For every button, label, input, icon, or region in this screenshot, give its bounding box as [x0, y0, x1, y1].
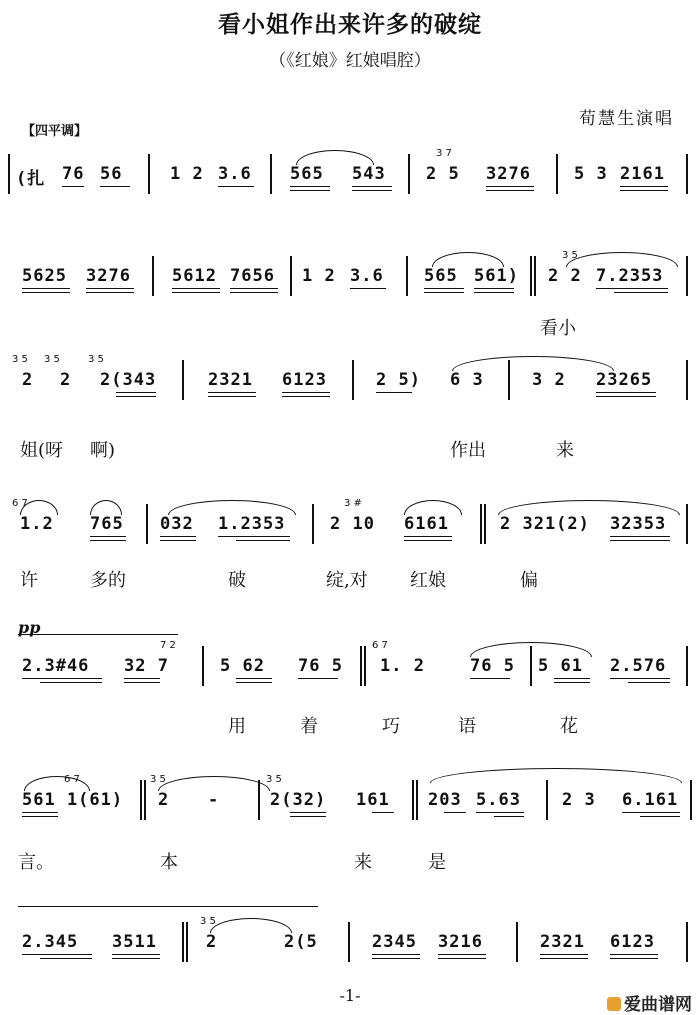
- note-group: 2: [22, 370, 34, 390]
- lyric: 本: [160, 852, 178, 873]
- note-group: 2(32): [270, 790, 327, 810]
- note-group: (扎: [16, 169, 46, 189]
- barline: [8, 154, 10, 194]
- note-group: 3276: [486, 164, 531, 184]
- note-group: 2: [158, 790, 170, 810]
- note-group: 765: [90, 514, 124, 534]
- note-group: 5.63: [476, 790, 521, 810]
- note-group: 2321: [208, 370, 253, 390]
- dynamics-mark: pp: [18, 618, 41, 637]
- note-group: 2.576: [610, 656, 667, 676]
- note-group: 561): [474, 266, 519, 286]
- note-group: 161: [356, 790, 390, 810]
- note-group: 7656: [230, 266, 275, 286]
- note-group: 561 1(61): [22, 790, 124, 810]
- note-group: 6.161: [622, 790, 679, 810]
- page-subtitle: （《红娘》红娘唱腔）: [269, 51, 431, 71]
- lyric: 许: [20, 570, 38, 591]
- page-number: -1-: [339, 986, 361, 1005]
- lyrics-row-3: [0, 436, 700, 464]
- lyric: 言。: [18, 852, 54, 873]
- note-group: 23265: [596, 370, 653, 390]
- score-row-4: 6 7 1.2 765 032 1.2353 3 # 2 10 6161 2 321(2) 32353: [0, 500, 700, 560]
- watermark-text: 爱曲谱网: [624, 995, 692, 1015]
- note-group: 6123: [610, 932, 655, 952]
- note-group: 2.345: [22, 932, 79, 952]
- note-group: 3 2: [532, 370, 566, 390]
- lyric: 来: [354, 852, 372, 873]
- lyric: 破: [228, 570, 246, 591]
- note-group: 3216: [438, 932, 483, 952]
- lyrics-row-2: [0, 314, 700, 342]
- lyric: 是: [428, 852, 446, 873]
- note-group: 6161: [404, 514, 449, 534]
- music-note-icon: [607, 997, 621, 1011]
- note-group: 5 61: [538, 656, 583, 676]
- note-group: 76: [62, 164, 85, 184]
- note-group: 2.3#46: [22, 656, 90, 676]
- lyric: 作出: [450, 440, 486, 461]
- note-group: 203: [428, 790, 462, 810]
- score-row-6: 6 7 561 1(61) 3 5 2 - 3 5 2(32) 161 203 5.63 2 3 6.161: [0, 776, 700, 836]
- lyric: 巧: [382, 716, 400, 737]
- site-watermark: [607, 990, 692, 1015]
- note-group: 56: [100, 164, 123, 184]
- note-group: 2 321(2): [500, 514, 590, 534]
- note-group: 2(343: [100, 370, 157, 390]
- score-row-7: 2.345 3511 3 5 2 2(5 2345 3216 2321 6123: [0, 918, 700, 978]
- note-group: 1 2: [170, 164, 204, 184]
- lyrics-row-4: [0, 566, 700, 594]
- note-group: 1. 2: [380, 656, 425, 676]
- note-group: 2321: [540, 932, 585, 952]
- lyric: 啊): [90, 440, 116, 461]
- lyric: 红娘: [410, 570, 446, 591]
- note-group: 032: [160, 514, 194, 534]
- note-group: 1 2: [302, 266, 336, 286]
- note-group: 565: [290, 164, 324, 184]
- note-group: 32353: [610, 514, 667, 534]
- note-group: 2161: [620, 164, 665, 184]
- note-group: 1.2353: [218, 514, 286, 534]
- lyric: 用: [228, 716, 246, 737]
- lyric: 姐(呀: [20, 440, 64, 461]
- note-group: 76 5: [470, 656, 515, 676]
- score-row-2: 5625 3276 5612 7656 1 2 3.6 565 561) 3 5 2 2 7.2353: [0, 252, 700, 312]
- lyrics-row-5: [0, 712, 700, 740]
- note-group: 2: [60, 370, 72, 390]
- note-group: 7.2353: [596, 266, 664, 286]
- note-group: 2: [206, 932, 218, 952]
- note-group: 6123: [282, 370, 327, 390]
- note-group: 565: [424, 266, 458, 286]
- note-group: 5 62: [220, 656, 265, 676]
- note-group: 2 3: [562, 790, 596, 810]
- note-group: 2 10: [330, 514, 375, 534]
- lyric: 看小: [540, 318, 576, 339]
- note-group: -: [208, 790, 220, 810]
- lyrics-row-6: [0, 848, 700, 876]
- score-row-3: 3 5 3 5 3 5 2 2 2(343 2321 6123 2 5) 6 3 3 2 23265: [0, 356, 700, 416]
- lyric: 多的: [90, 570, 126, 591]
- note-group: 1.2: [20, 514, 54, 534]
- note-group: 5 3: [574, 164, 608, 184]
- note-group: 32 7: [124, 656, 169, 676]
- lyric: 语: [458, 716, 476, 737]
- note-group: 5612: [172, 266, 217, 286]
- mode-label: 【四平调】: [22, 124, 88, 139]
- note-group: 2 5: [426, 164, 460, 184]
- note-group: 2(5: [284, 932, 318, 952]
- lyric: 来: [556, 440, 574, 461]
- note-group: 2345: [372, 932, 417, 952]
- note-group: 2 2: [548, 266, 582, 286]
- note-group: 5625: [22, 266, 67, 286]
- singer-credit: 荀慧生演唱: [579, 109, 674, 129]
- note-group: 3.6: [350, 266, 384, 286]
- lyric: 花: [560, 716, 578, 737]
- lyric: 绽,对: [326, 570, 368, 591]
- note-group: 3.6: [218, 164, 252, 184]
- score-row-5: 2.3#46 32 7 7 2 5 62 76 5 6 7 1. 2 76 5 5 61 2.576: [0, 642, 700, 702]
- score-row-1: (扎 76 56 1 2 3.6 565 543 3 7 2 5 3276 5 3 2161: [0, 150, 700, 210]
- lyric: 着: [300, 716, 318, 737]
- lyric: 偏: [520, 570, 538, 591]
- note-group: 3276: [86, 266, 131, 286]
- note-group: 6 3: [450, 370, 484, 390]
- note-group: 543: [352, 164, 386, 184]
- note-group: 2 5): [376, 370, 421, 390]
- note-group: 76 5: [298, 656, 343, 676]
- note-group: 3511: [112, 932, 157, 952]
- page-title: 看小姐作出来许多的破绽: [218, 11, 482, 38]
